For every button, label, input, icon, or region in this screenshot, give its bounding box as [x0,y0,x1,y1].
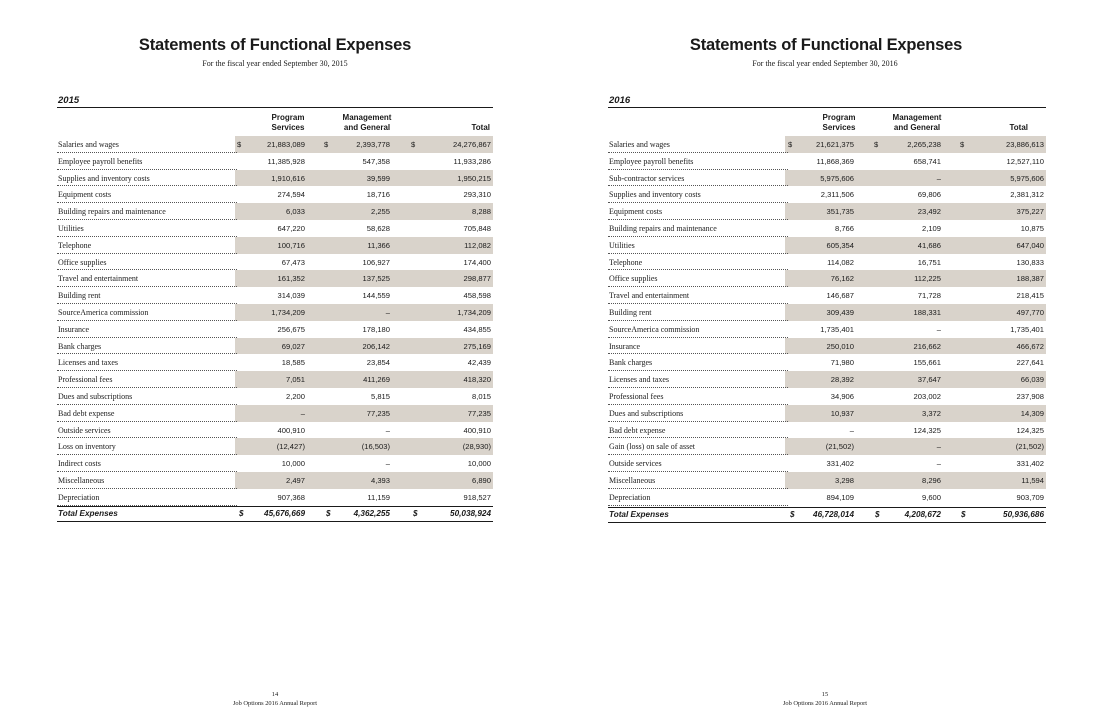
table-row [57,354,493,371]
mgmt-cell: 137,525 [362,274,390,284]
page-number: 15 [821,691,829,698]
program-cell: 6,033 [285,207,305,217]
total-cell: 77,235 [467,408,491,418]
dollar-sign: $ [239,509,244,518]
row-label: Supplies and inventory costs [58,173,150,183]
program-cell: 7,051 [285,375,305,385]
table-row [608,186,1046,203]
table-row [608,270,1046,287]
program-cell: 907,368 [277,492,305,502]
program-cell: 114,082 [827,257,854,267]
total-cell: 23,886,613 [1005,140,1044,149]
total-cell: 903,709 [1016,492,1044,502]
dollar-sign: $ [961,510,966,519]
row-label: Building rent [58,291,101,301]
row-label: Licenses and taxes [609,375,669,385]
program-cell: (21,502) [825,442,854,452]
program-cell: 331,402 [826,459,854,469]
mgmt-cell: – [936,173,941,183]
table-row [57,371,493,388]
expenses-table [608,136,1046,506]
mgmt-cell: 23,854 [366,358,390,368]
table-row [608,388,1046,405]
table-row [608,304,1046,321]
program-cell: 11,385,928 [267,156,305,166]
table-row [608,170,1046,187]
mgmt-cell: 112,225 [914,274,941,284]
mgmt-cell: 188,331 [913,307,941,317]
row-label: Gain (loss) on sale of asset [609,442,695,452]
year-heading: 2015 [58,95,80,106]
row-label: Utilities [609,240,635,250]
dollar-sign: $ [413,509,418,518]
mgmt-cell: 77,235 [366,408,390,418]
program-cell: 10,937 [830,408,854,418]
total-cell: 298,877 [463,274,491,284]
total-cell: 14,309 [1020,408,1044,418]
row-label: Professional fees [609,391,664,401]
page-subtitle: For the fiscal year ended September 30, 2016 [752,59,898,68]
total-header: Total [471,123,490,132]
table-row [57,338,493,355]
dollar-sign: $ [788,140,793,149]
total-cell: 188,387 [1016,274,1044,284]
program-cell: 21,883,089 [266,140,305,149]
total-cell: 466,672 [1016,341,1044,351]
header-line: Program [822,113,856,122]
total-cell: 331,402 [1016,459,1044,469]
mgmt-cell: 5,815 [370,391,390,401]
program-cell: 1,735,401 [820,324,854,334]
table-row [608,153,1046,170]
total-cell: 1,950,215 [457,173,491,183]
row-label: Employee payroll benefits [58,156,143,166]
row-label: Outside services [58,425,111,435]
row-label: Travel and entertainment [58,274,139,284]
mgmt-cell: 2,255 [370,207,390,217]
mgmt-cell: 16,751 [917,257,941,267]
dollar-sign: $ [411,140,416,149]
row-label: Telephone [58,240,92,250]
mgmt-cell: 547,358 [362,156,390,166]
total-cell: (28,930) [462,442,491,452]
mgmt-cell: (16,503) [361,442,390,452]
row-label: Indirect costs [58,459,101,469]
row-label: Bad debt expense [609,425,666,435]
total-cell: (21,502) [1015,442,1044,452]
table-row [608,203,1046,220]
mgmt-cell: 216,662 [913,341,941,351]
row-shade [235,472,493,489]
total-cell: 11,933,286 [453,156,491,166]
mgmt-cell: 71,728 [917,291,941,301]
table-row [608,371,1046,388]
header-line: and General [343,123,391,132]
total-total-cell: 50,038,924 [450,509,491,518]
program-cell: 34,906 [830,391,854,401]
report-name: Job Options 2016 Annual Report [232,700,318,707]
dollar-sign: $ [324,140,329,149]
table-row [57,186,493,203]
table-row [57,287,493,304]
row-label: Telephone [609,257,643,267]
program-cell: 10,000 [281,459,305,469]
row-label: Salaries and wages [609,140,670,149]
row-shade [785,472,1046,489]
table-row [608,405,1046,422]
total-program-cell: 45,676,669 [264,509,305,518]
row-label: SourceAmerica commission [58,307,149,317]
total-cell: 5,975,606 [1010,173,1044,183]
program-cell: 5,975,606 [820,173,854,183]
mgmt-cell: 3,372 [921,408,941,418]
total-cell: 130,833 [1016,257,1044,267]
row-label: Bank charges [609,358,653,368]
mgmt-cell: – [385,459,390,469]
mgmt-cell: 18,716 [366,190,390,200]
total-program-cell: 46,728,014 [813,510,854,519]
expenses-table [57,136,493,506]
table-row [57,270,493,287]
mgmt-cell: 155,661 [913,358,941,368]
program-services-header [809,113,869,133]
table-row [57,170,493,187]
total-cell: 2,381,312 [1010,190,1044,200]
row-label: Licenses and taxes [58,358,118,368]
total-label: Total Expenses [609,510,669,519]
program-cell: 100,716 [277,240,305,250]
mgmt-cell: – [936,442,941,452]
table-row [608,321,1046,338]
mgmt-cell: 41,686 [917,240,941,250]
total-cell: 237,908 [1016,391,1044,401]
row-label: Loss on inventory [58,442,116,452]
table-row [57,237,493,254]
mgmt-cell: 9,600 [921,492,941,502]
total-cell: 705,848 [463,223,491,233]
dollar-sign: $ [874,140,879,149]
page-subtitle: For the fiscal year ended September 30, 2015 [202,59,348,68]
total-cell: 11,594 [1021,475,1044,485]
row-label: Equipment costs [609,207,663,217]
management-general-header [883,113,951,133]
program-cell: 605,354 [826,240,854,250]
page-footer [550,690,1100,708]
row-label: Salaries and wages [58,140,119,149]
mgmt-cell: 11,366 [367,240,390,250]
mgmt-cell: 2,265,238 [907,140,941,149]
dollar-sign: $ [237,140,242,149]
table-row [608,237,1046,254]
table-row [608,489,1046,506]
total-mgmt-cell: 4,208,672 [904,510,941,519]
table-row [57,220,493,237]
total-cell: 124,325 [1016,425,1044,435]
row-shade [235,237,493,254]
table-row [57,388,493,405]
row-label: Miscellaneous [609,475,656,485]
total-cell: 434,855 [463,324,491,334]
row-label: Office supplies [609,274,658,284]
total-rule-top [57,506,493,507]
mgmt-cell: 178,180 [362,324,390,334]
program-cell: 11,868,369 [816,156,854,166]
dollar-sign: $ [326,509,331,518]
program-cell: 2,311,506 [820,190,854,200]
mgmt-cell: 203,002 [913,391,941,401]
program-cell: 21,621,375 [815,140,854,149]
dollar-sign: $ [790,510,795,519]
program-cell: 647,220 [277,223,305,233]
total-cell: 400,910 [463,425,491,435]
row-label: Travel and entertainment [609,291,690,301]
row-label: Office supplies [58,257,107,267]
header-line: Management [892,113,942,122]
row-label: Dues and subscriptions [58,391,133,401]
total-cell: 6,890 [471,475,491,485]
row-label: Bad debt expense [58,408,115,418]
table-row [608,136,1046,153]
mgmt-cell: 411,269 [363,375,390,385]
total-cell: 8,288 [471,207,491,217]
program-cell: – [300,408,305,418]
header-line: and General [893,123,941,132]
total-rule-top [608,507,1046,508]
table-row [57,136,493,153]
total-cell: 10,000 [467,459,491,469]
row-label: Miscellaneous [58,475,105,485]
program-cell: 3,298 [834,475,854,485]
program-cell: 28,392 [830,375,854,385]
total-cell: 174,400 [463,257,491,267]
total-cell: 10,875 [1020,223,1044,233]
header-line: Services [822,123,856,132]
total-cell: 918,527 [463,492,491,502]
table-row [57,321,493,338]
program-cell: 314,039 [277,291,305,301]
program-cell: (12,427) [276,442,305,452]
program-cell: 18,585 [281,358,305,368]
mgmt-cell: 58,628 [366,223,390,233]
total-cell: 42,439 [467,358,491,368]
row-label: Supplies and inventory costs [609,190,701,200]
year-rule [57,107,493,108]
program-cell: 250,010 [826,341,854,351]
table-row [608,455,1046,472]
program-cell: 309,439 [826,307,854,317]
mgmt-cell: 124,325 [913,425,941,435]
total-rule-bottom [608,522,1046,523]
program-cell: 146,687 [826,291,854,301]
total-expenses-row [608,507,1046,523]
row-label: Bank charges [58,341,102,351]
dollar-sign: $ [875,510,880,519]
row-label: Employee payroll benefits [609,156,694,166]
mgmt-cell: 2,393,778 [356,140,390,149]
table-row [57,472,493,489]
program-cell: 8,766 [834,223,854,233]
header-line: Services [271,123,305,132]
mgmt-cell: 658,741 [913,156,941,166]
total-cell: 227,641 [1016,358,1044,368]
table-row [57,405,493,422]
mgmt-cell: – [385,425,390,435]
program-cell: 274,594 [277,190,305,200]
program-cell: 2,200 [285,391,305,401]
mgmt-cell: – [936,324,941,334]
row-shade [785,405,1046,422]
page-number: 14 [271,691,279,698]
total-total-cell: 50,936,686 [1003,510,1044,519]
row-label: Depreciation [609,492,651,502]
row-shade [785,371,1046,388]
mgmt-cell: – [936,459,941,469]
leader-dots [608,505,788,506]
mgmt-cell: 37,647 [917,375,941,385]
dollar-sign: $ [960,140,965,149]
program-cell: 76,162 [830,274,854,284]
table-row [57,254,493,271]
total-cell: 293,310 [463,190,491,200]
mgmt-cell: 23,492 [917,207,941,217]
program-services-header [258,113,318,133]
total-cell: 647,040 [1016,240,1044,250]
mgmt-cell: 39,599 [366,173,390,183]
mgmt-cell: 69,806 [917,190,941,200]
table-row [608,472,1046,489]
total-cell: 418,320 [463,375,491,385]
table-row [608,422,1046,439]
row-label: Building repairs and maintenance [609,223,717,233]
header-line: Program [271,113,305,122]
total-label: Total Expenses [58,509,118,518]
total-cell: 12,527,110 [1006,156,1044,166]
row-shade [235,405,493,422]
year-rule [608,107,1046,108]
table-row [57,422,493,439]
row-label: Sub-contractor services [609,173,685,183]
total-header: Total [1009,123,1028,132]
page-title: Statements of Functional Expenses [689,36,963,54]
row-label: Building repairs and maintenance [58,207,166,217]
total-cell: 1,734,209 [457,307,491,317]
table-row [57,455,493,472]
management-general-header [333,113,401,133]
program-cell: 894,109 [826,492,854,502]
row-label: Insurance [58,324,90,334]
program-cell: 161,352 [277,274,305,284]
row-label: Outside services [609,459,662,469]
table-row [608,354,1046,371]
row-label: Building rent [609,307,652,317]
total-cell: 375,227 [1016,207,1044,217]
row-label: Depreciation [58,492,100,502]
total-cell: 112,082 [464,240,491,250]
mgmt-cell: 2,109 [921,223,941,233]
page-footer [0,690,550,708]
table-row [608,287,1046,304]
row-label: Equipment costs [58,190,112,200]
row-label: SourceAmerica commission [609,324,700,334]
table-row [57,489,493,506]
total-rule-bottom [57,521,493,522]
total-cell: 8,015 [471,391,491,401]
mgmt-cell: 4,393 [370,475,390,485]
right-page [550,0,1100,723]
program-cell: 400,910 [277,425,305,435]
report-name: Job Options 2016 Annual Report [782,700,868,707]
total-cell: 458,598 [463,291,491,301]
row-shade [785,203,1046,220]
total-cell: 218,415 [1016,291,1044,301]
program-cell: 69,027 [281,341,305,351]
mgmt-cell: – [385,307,390,317]
total-expenses-row [57,506,493,522]
total-cell: 66,039 [1020,375,1044,385]
row-shade [785,438,1046,455]
program-cell: 2,497 [285,475,305,485]
row-label: Utilities [58,223,84,233]
table-row [57,304,493,321]
program-cell: – [849,425,854,435]
row-label: Insurance [609,341,641,351]
mgmt-cell: 8,296 [921,475,941,485]
row-shade [235,203,493,220]
mgmt-cell: 106,927 [362,257,390,267]
row-label: Dues and subscriptions [609,408,684,418]
program-cell: 256,675 [277,324,305,334]
program-cell: 1,734,209 [271,307,305,317]
total-cell: 24,276,867 [452,140,491,149]
table-row [57,153,493,170]
table-row [57,203,493,220]
total-cell: 1,735,401 [1010,324,1044,334]
total-mgmt-cell: 4,362,255 [353,509,390,518]
row-shade [785,237,1046,254]
table-row [608,220,1046,237]
table-row [608,338,1046,355]
header-line: Management [342,113,392,122]
table-row [608,438,1046,455]
mgmt-cell: 11,159 [367,492,390,502]
page-title: Statements of Functional Expenses [138,36,412,54]
program-cell: 1,910,616 [271,173,305,183]
total-cell: 497,770 [1016,307,1044,317]
program-cell: 67,473 [281,257,305,267]
year-heading: 2016 [609,95,631,106]
mgmt-cell: 206,142 [362,341,390,351]
program-cell: 71,980 [830,358,854,368]
table-row [608,254,1046,271]
table-row [57,438,493,455]
program-cell: 351,735 [826,207,854,217]
total-cell: 275,169 [463,341,491,351]
row-label: Professional fees [58,375,113,385]
mgmt-cell: 144,559 [362,291,390,301]
